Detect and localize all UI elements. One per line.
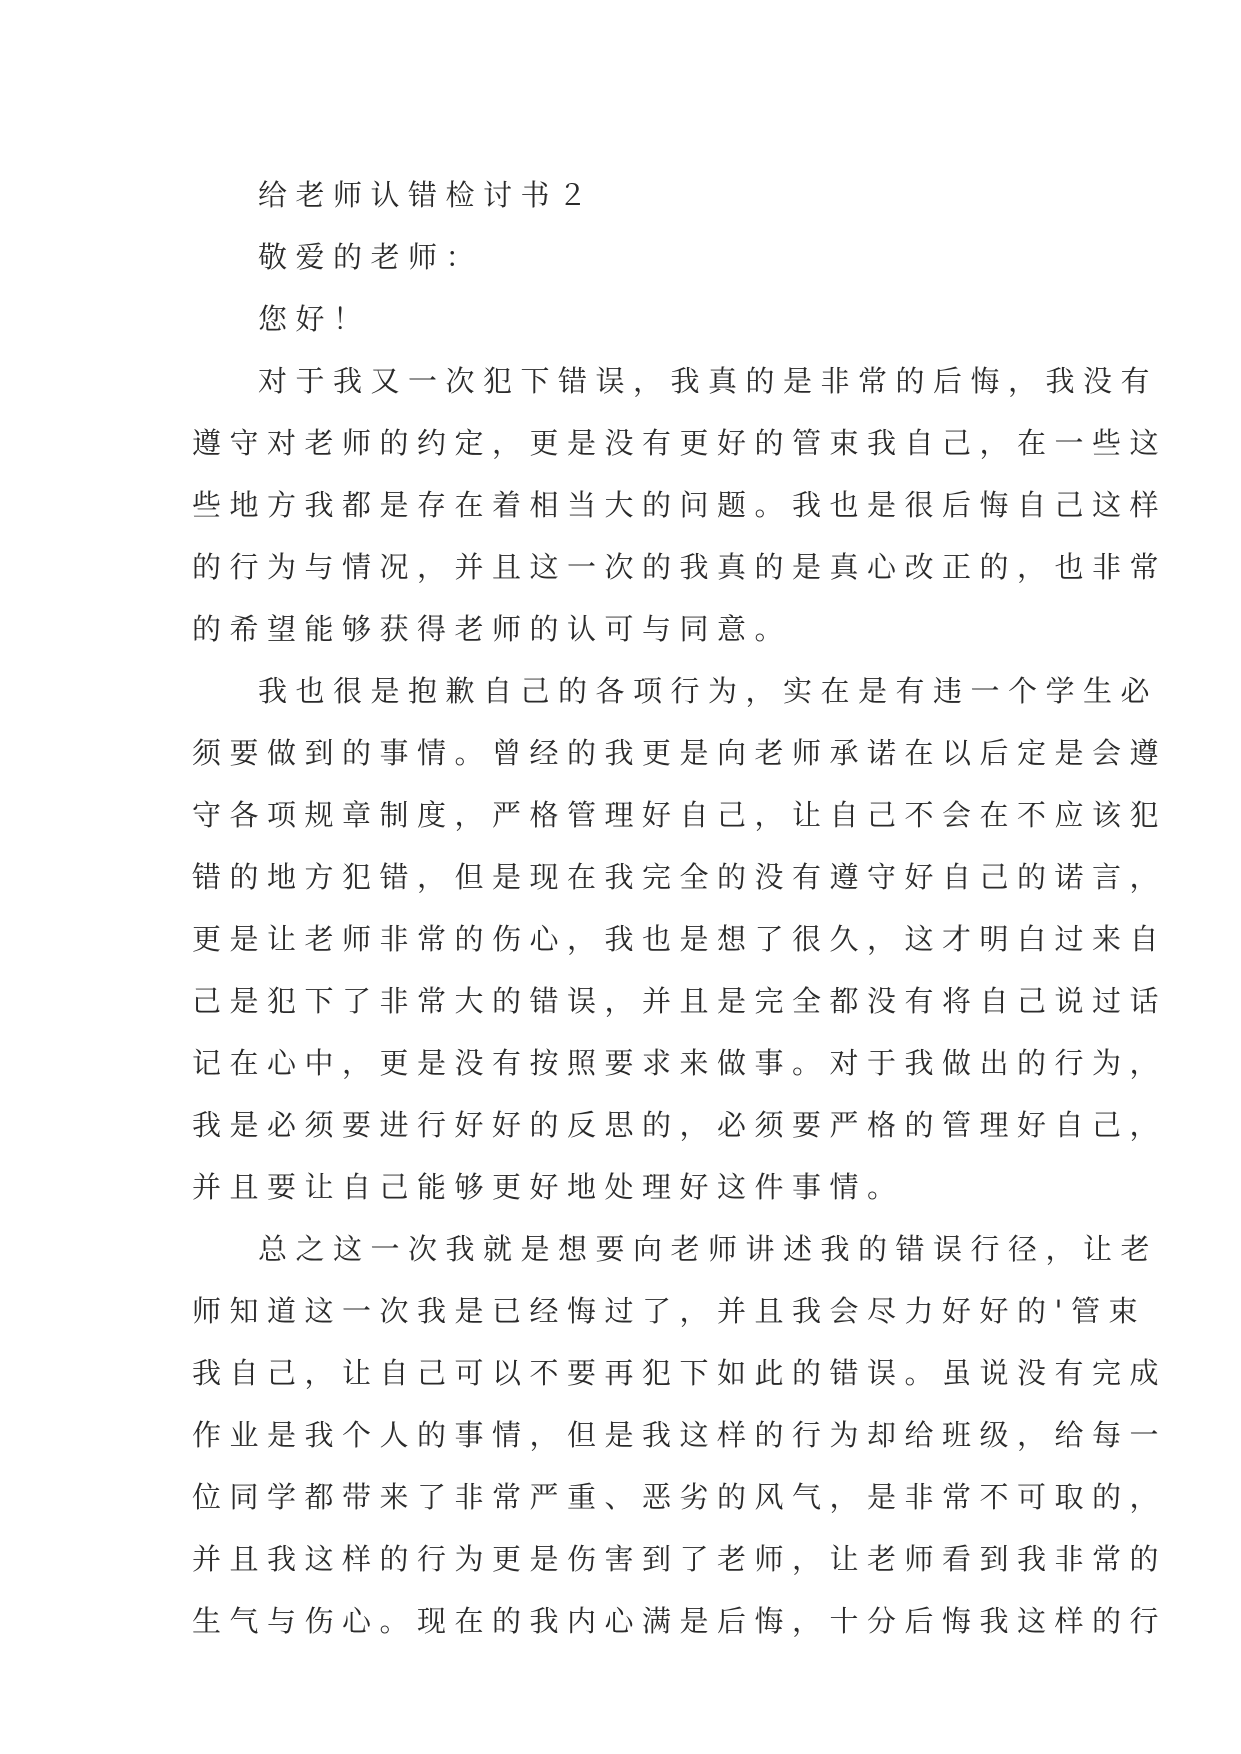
paragraph-line: 并且要让自己能够更好地处理好这件事情。: [192, 1170, 905, 1204]
paragraph-2: [192, 660, 1168, 1218]
paragraph-line: 更是让老师非常的伤心，我也是想了很久，这才明白过来自: [192, 922, 1168, 956]
paragraph-line: 我是必须要进行好好的反思的，必须要严格的管理好自己，: [192, 1108, 1168, 1142]
paragraph-line: 些地方我都是存在着相当大的问题。我也是很后悔自己这样: [192, 488, 1168, 522]
paragraph-line: 的行为与情况，并且这一次的我真的是真心改正的，也非常: [192, 550, 1168, 584]
paragraph-line: 记在心中，更是没有按照要求来做事。对于我做出的行为，: [192, 1046, 1168, 1080]
paragraph-line: 的希望能够获得老师的认可与同意。: [192, 612, 793, 646]
paragraph-line: 对于我又一次犯下错误，我真的是非常的后悔，我没有: [258, 364, 1159, 398]
paragraph-line: 遵守对老师的约定，更是没有更好的管束我自己，在一些这: [192, 426, 1168, 460]
salutation: 敬爱的老师：: [258, 240, 484, 274]
letter-body: [192, 164, 1168, 1652]
paragraph-line: 作业是我个人的事情，但是我这样的行为却给班级，给每一: [192, 1418, 1168, 1452]
letter-title: 给老师认错检讨书２: [258, 178, 596, 212]
paragraph-line: 我也很是抱歉自己的各项行为，实在是有违一个学生必: [258, 674, 1159, 708]
paragraph-line: 位同学都带来了非常严重、恶劣的风气，是非常不可取的，: [192, 1480, 1168, 1514]
paragraph-3: [192, 1218, 1168, 1652]
paragraph-line: 生气与伤心。现在的我内心满是后悔，十分后悔我这样的行: [192, 1604, 1168, 1638]
paragraph-line: 我自己，让自己可以不要再犯下如此的错误。虽说没有完成: [192, 1356, 1168, 1390]
paragraph-line: 错的地方犯错，但是现在我完全的没有遵守好自己的诺言，: [192, 860, 1168, 894]
paragraph-line: 己是犯下了非常大的错误，并且是完全都没有将自己说过话: [192, 984, 1168, 1018]
paragraph-line: 并且我这样的行为更是伤害到了老师，让老师看到我非常的: [192, 1542, 1168, 1576]
greeting: 您好！: [258, 302, 371, 336]
paragraph-1: [192, 350, 1168, 660]
paragraph-line: 总之这一次我就是想要向老师讲述我的错误行径，让老: [258, 1232, 1159, 1266]
paragraph-line: 须要做到的事情。曾经的我更是向老师承诺在以后定是会遵: [192, 736, 1168, 770]
paragraph-line: 师知道这一次我是已经悔过了，并且我会尽力好好的'管束: [192, 1294, 1146, 1328]
paragraph-line: 守各项规章制度，严格管理好自己，让自己不会在不应该犯: [192, 798, 1168, 832]
